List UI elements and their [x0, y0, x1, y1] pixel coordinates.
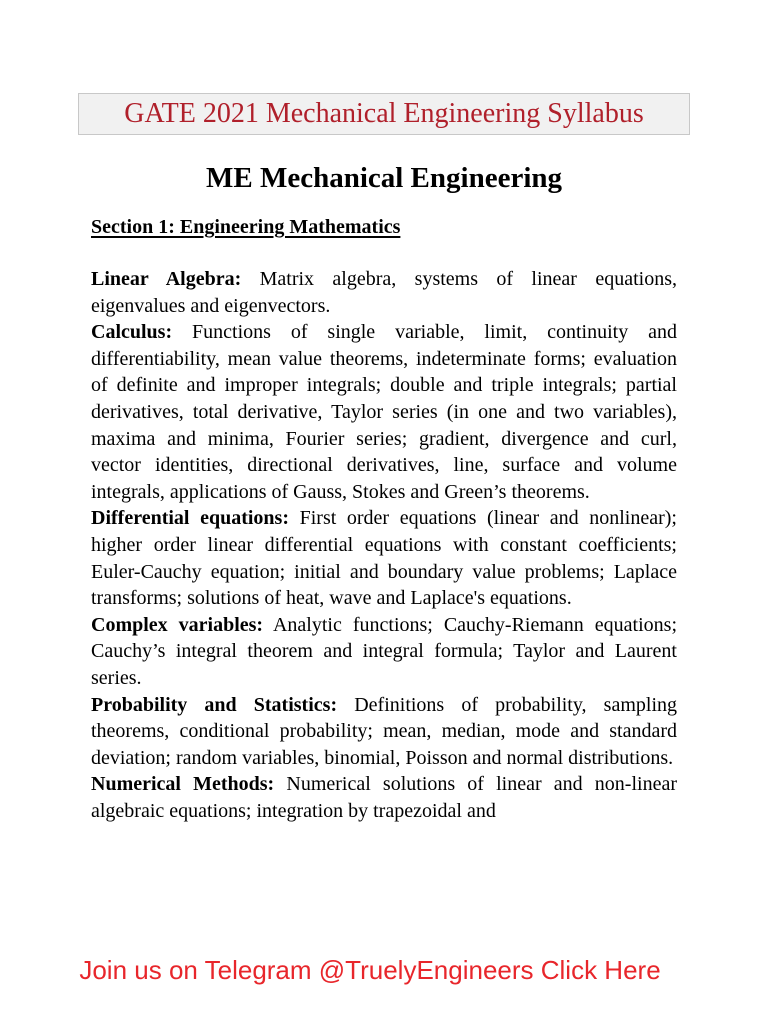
topic-paragraph-probability-statistics	[91, 692, 677, 772]
topic-description: Analytic functions; Cauchy-Riemann equations; Cauchy’s integral theorem and integral formula; Taylor and Laurent series.	[91, 613, 678, 689]
banner-title: GATE 2021 Mechanical Engineering Syllabus	[124, 98, 644, 129]
topic-description: First order equations (linear and nonlinear); higher order linear differential equations with constant coefficients; Euler-Cauchy equation; initial and boundary value problems; Laplace transforms; solutions of heat, wave and Laplace's equations.	[91, 507, 677, 610]
topic-description: Functions of single variable, limit, continuity and differentiability, mean value theorems, indeterminate forms; evaluation of definite and improper integrals; double and triple integrals; partial derivatives, total derivative, Taylor series (in one and two variables), maxima and minima, Fourier series; gradient, divergence and curl, vector identities, directional derivatives, line, surface and volume integrals, applications of Gauss, Stokes and Green’s theorems.	[91, 321, 677, 503]
topic-term: Calculus:	[91, 321, 173, 344]
topic-term: Numerical Methods:	[91, 773, 275, 796]
topic-description: Matrix algebra, systems of linear equations, eigenvalues and eigenvectors.	[91, 268, 677, 317]
section-heading: Section 1: Engineering Mathematics	[91, 216, 401, 238]
topic-paragraph-differential-equations	[91, 505, 677, 611]
topic-paragraph-numerical-methods	[91, 771, 677, 824]
topic-paragraph-calculus	[91, 319, 677, 505]
topic-description: Numerical solutions of linear and non-linear algebraic equations; integration by trapezoidal and	[91, 773, 677, 822]
topic-paragraph-complex-variables	[91, 612, 677, 692]
topics-body	[91, 266, 677, 824]
topic-term: Linear Algebra:	[91, 268, 242, 290]
topic-term: Probability and Statistics:	[91, 693, 338, 716]
document-title: ME Mechanical Engineering	[205, 162, 563, 194]
telegram-join-link[interactable]: Join us on Telegram @TruelyEngineers Click Here	[79, 955, 661, 985]
syllabus-banner	[78, 93, 690, 135]
topic-description: Definitions of probability, sampling theorems, conditional probability; mean, median, mode and standard deviation; random variables, binomial, Poisson and normal distributions.	[91, 693, 678, 769]
topic-paragraph-linear-algebra	[91, 266, 677, 319]
topic-term: Complex variables:	[91, 613, 264, 636]
topic-term: Differential equations:	[91, 507, 289, 530]
